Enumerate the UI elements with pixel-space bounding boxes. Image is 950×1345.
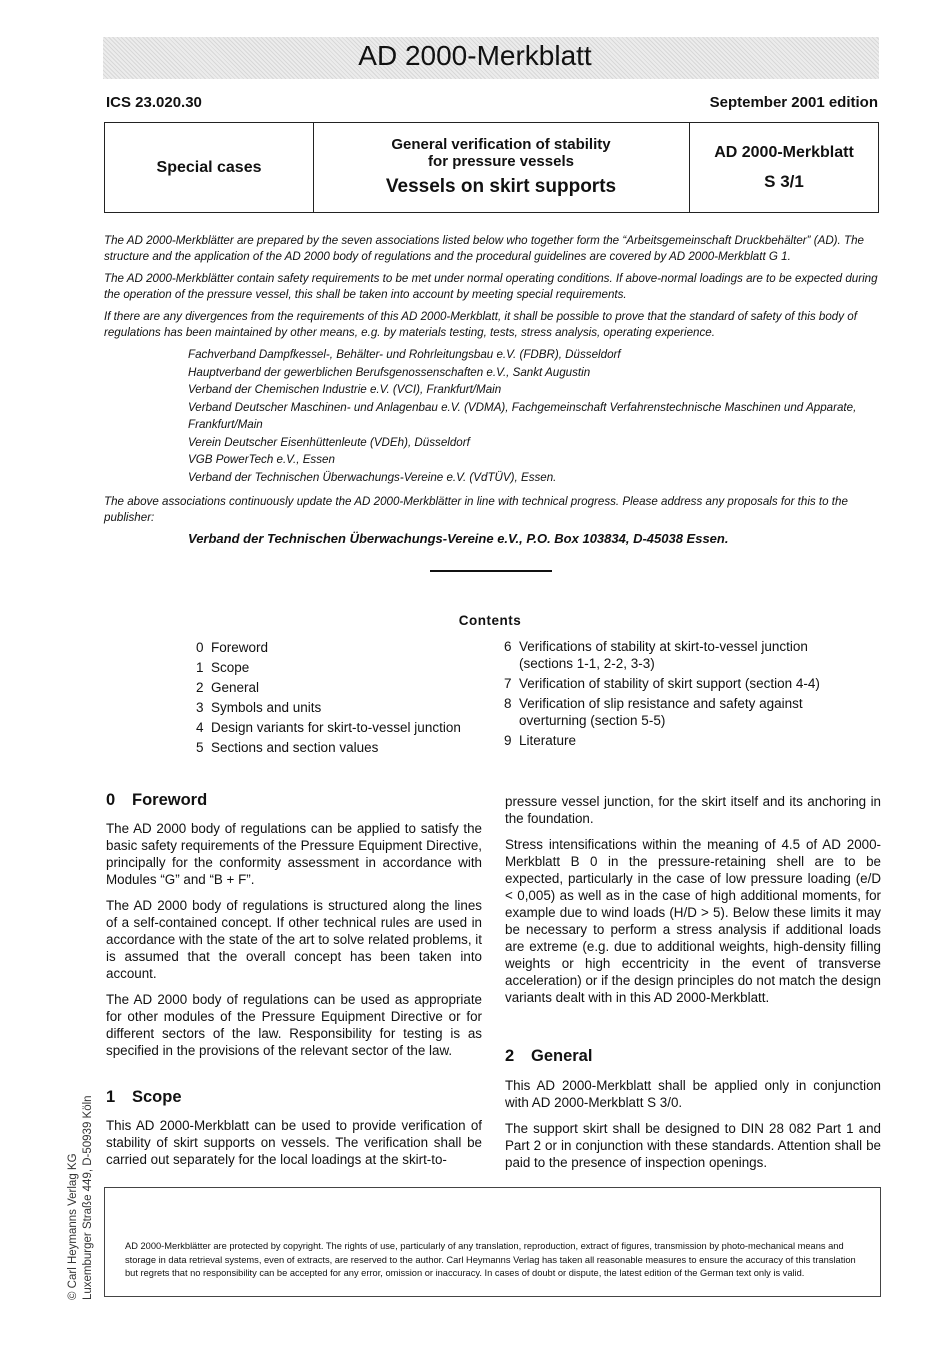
toc-item[interactable]: 1 Scope — [196, 660, 250, 675]
intro-text — [104, 233, 879, 347]
category-cell: Special cases — [105, 123, 314, 212]
associations-list — [188, 346, 878, 486]
body-paragraph: This AD 2000-Merkblatt can be used to provide verification of stability of skirt supports on vessels. The verification shall be carried out separately for the local loadings at the skirt-to- — [106, 1118, 482, 1167]
body-paragraph: The AD 2000 body of regulations can be applied to satisfy the basic safety requirements of the Pressure Equipment Directive, principally for the conformity assessment in accordance with Modules “G” and “B + F”. — [106, 821, 482, 887]
title-box — [104, 122, 879, 213]
section-heading-foreword: 0 Foreword — [106, 791, 208, 809]
intro-paragraph: If there are any divergences from the requirements of this AD 2000-Merkblatt, it shall be possible to prove that the standard of safety of this body of regulations has been maintained by other means, e.g. by materials testing, tests, stress analysis, operating experience. — [104, 310, 857, 339]
series-name: AD 2000-Merkblatt — [714, 144, 854, 161]
body-paragraph: The AD 2000 body of regulations is structured along the lines of a self-contained concept. If other technical rules are used in accordance with the state of the art to solve related problems, it is assumed that the overall concept has been taken into account. — [106, 898, 482, 981]
association-item: Verband Deutscher Maschinen- und Anlagenbau e.V. (VDMA), Fachgemeinschaft Verfahrenstechnische Maschinen und Apparate, Frankfurt/Main — [188, 400, 857, 431]
toc-item[interactable]: 9 Literature — [504, 733, 577, 748]
toc-item[interactable]: 7 Verification of stability of skirt support (section 4-4) — [504, 676, 820, 691]
association-item: Fachverband Dampfkessel-, Behälter- und Rohrleitungsbau e.V. (FDBR), Düsseldorf — [188, 348, 621, 361]
contents-list-right — [504, 638, 849, 749]
foreword-body — [106, 820, 482, 1068]
toc-item[interactable]: 4 Design variants for skirt-to-vessel junction — [196, 720, 461, 735]
toc-item[interactable]: 3 Symbols and units — [196, 700, 322, 715]
copyright-box — [104, 1187, 881, 1297]
intro-paragraph: The AD 2000-Merkblätter contain safety requirements to be met under normal operating conditions. If above-normal loadings are to be expected during the operation of the pressure vessel, this shall be taken into account by meeting special requirements. — [104, 272, 878, 301]
body-paragraph: The AD 2000 body of regulations can be used as appropriate for other modules of the Pressure Equipment Directive or for different sectors of the law. Responsibility for testing is as specified in the provisions of the relevant sector of the law. — [106, 992, 482, 1058]
association-item: Hauptverband der gewerblichen Berufsgenossenschaften e.V., Sankt Augustin — [188, 365, 591, 379]
copyright-notice: AD 2000-Merkblätter are protected by copyright. The rights of use, particularly of any translation, reproduction, extract of figures, transmission by photo-mechanical means and storage in data retrieval systems, even of extracts, are reserved to the author. Carl Heymanns Verlag has taken all reasonable measures to ensure the accuracy of this translation but regrets that no responsibility can be accepted for any error, omission or inaccuracy. In cases of doubt or dispute, the latest edition of the German text only is valid. — [125, 1241, 856, 1278]
general-body — [505, 1077, 881, 1180]
scope-body — [106, 1117, 482, 1177]
subject-cell — [313, 123, 690, 212]
sidebar-line: Luxemburger Straße 449, D-50939 Köln — [82, 1095, 94, 1300]
scope-continued-body — [505, 793, 881, 1015]
body-paragraph: Stress intensifications within the meaning of 4.5 of AD 2000-Merkblatt B 0 in the pressure-retaining shell are to be expected, particularly in the case of low pressure loading (e/D < 0,005) as well as in the case of high additional moments, for example due to wind loads (H/D > 5). Below these limits it may be necessary to perform a stress analysis if additional loads are extreme (e.g. due to additional weights, high-density filling weights or high eccentricity in the event of transverse acceleration) or if the design principles do not match the design variants dealt with in this AD 2000-Merkblatt. — [505, 837, 881, 1005]
section-heading-scope: 1 Scope — [106, 1088, 182, 1106]
toc-item[interactable]: 8 Verification of slip resistance and safety against overturning (section 5-5) — [504, 696, 803, 728]
body-paragraph: The support skirt shall be designed to DIN 28 082 Part 1 and Part 2 or in conjunction with these standards. Attention shall be paid to the presence of inspection openings. — [505, 1121, 881, 1170]
association-item: VGB PowerTech e.V., Essen — [188, 453, 335, 466]
edition-date: September 2001 edition — [709, 94, 878, 111]
subject-line-2: for pressure vessels — [428, 153, 574, 170]
association-item: Verband der Chemischen Industrie e.V. (VCI), Frankfurt/Main — [188, 383, 502, 396]
document-title: AD 2000-Merkblatt — [358, 40, 592, 71]
contents-heading: Contents — [458, 613, 522, 628]
section-heading-general: 2 General — [505, 1047, 593, 1065]
body-paragraph: This AD 2000-Merkblatt shall be applied only in conjunction with AD 2000-Merkblatt S 3/0. — [505, 1078, 881, 1110]
toc-item[interactable]: 2 General — [196, 680, 260, 695]
update-note: The above associations continuously update the AD 2000-Merkblätter in line with technical progress. Please address any proposals for this to the publisher: — [104, 495, 848, 524]
contents-list-left — [196, 638, 496, 758]
intro-paragraph: The AD 2000-Merkblätter are prepared by the seven associations listed below who together form the “Arbeitsgemeinschaft Druckbehälter” (AD). The structure and the application of the AD 2000 body of regulations and the procedural guidelines are covered by AD 2000-Merkblatt G 1. — [104, 234, 864, 263]
toc-item[interactable]: 0 Foreword — [196, 640, 269, 655]
toc-item[interactable]: 5 Sections and section values — [196, 740, 379, 755]
subject-line-1: General verification of stability — [391, 136, 611, 153]
publisher-sidebar — [66, 1060, 106, 1300]
subtitle: Vessels on skirt supports — [385, 176, 617, 197]
publisher-address: Verband der Technischen Überwachungs-Vereine e.V., P.O. Box 103834, D-45038 Essen. — [188, 531, 729, 546]
sidebar-line: © Carl Heymanns Verlag KG — [67, 1153, 79, 1300]
ics-code: ICS 23.020.30 — [106, 94, 202, 111]
code-cell — [690, 123, 878, 212]
association-item: Verband der Technischen Überwachungs-Vereine e.V. (VdTÜV), Essen. — [188, 470, 557, 484]
standard-code: S 3/1 — [764, 172, 804, 191]
divider — [430, 570, 552, 572]
toc-item[interactable]: 6 Verifications of stability at skirt-to-vessel junction (sections 1-1, 2-2, 3-3) — [504, 639, 808, 671]
body-paragraph: pressure vessel junction, for the skirt itself and its anchoring in the foundation. — [505, 794, 881, 826]
association-item: Verein Deutscher Eisenhüttenleute (VDEh), Düsseldorf — [188, 435, 470, 449]
